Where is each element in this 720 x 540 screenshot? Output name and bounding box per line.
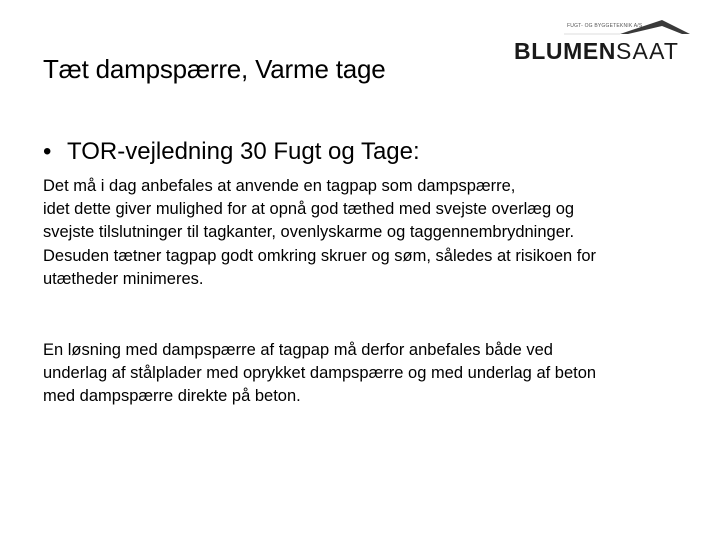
- bullet-icon: •: [43, 138, 52, 165]
- bullet-text: TOR-vejledning 30 Fugt og Tage:: [67, 138, 420, 165]
- body-paragraph-2: [43, 339, 693, 409]
- company-logo: [512, 18, 696, 66]
- paragraph-line: Desuden tætner tagpap godt omkring skruer og søm, således at risikoen for: [43, 246, 597, 265]
- logo-tagline: FUGT- OG BYGGETEKNIK A/S: [567, 23, 643, 29]
- bullet-item: [43, 137, 420, 167]
- paragraph-line: svejste tilslutninger til tagkanter, ovenlyskarme og taggennembrydninger.: [43, 223, 575, 242]
- paragraph-line: En løsning med dampspærre af tagpap må derfor anbefales både ved: [43, 341, 553, 359]
- body-paragraph-1: [43, 175, 693, 291]
- paragraph-line: idet dette giver mulighed for at opnå god tæthed med svejste overlæg og: [43, 200, 575, 219]
- paragraph-line: utætheder minimeres.: [43, 269, 204, 288]
- slide-title: Tæt dampspærre, Varme tage: [43, 54, 386, 84]
- logo-wordmark-bold: BLUMEN: [514, 38, 616, 64]
- roof-icon: [512, 18, 696, 40]
- logo-wordmark: [514, 38, 679, 64]
- logo-wordmark-light: SAAT: [615, 38, 680, 64]
- paragraph-line: underlag af stålplader med oprykket dampspærre og med underlag af beton: [43, 364, 597, 383]
- paragraph-line: Det må i dag anbefales at anvende en tagpap som dampspærre,: [43, 177, 516, 195]
- paragraph-line: med dampspærre direkte på beton.: [43, 387, 301, 406]
